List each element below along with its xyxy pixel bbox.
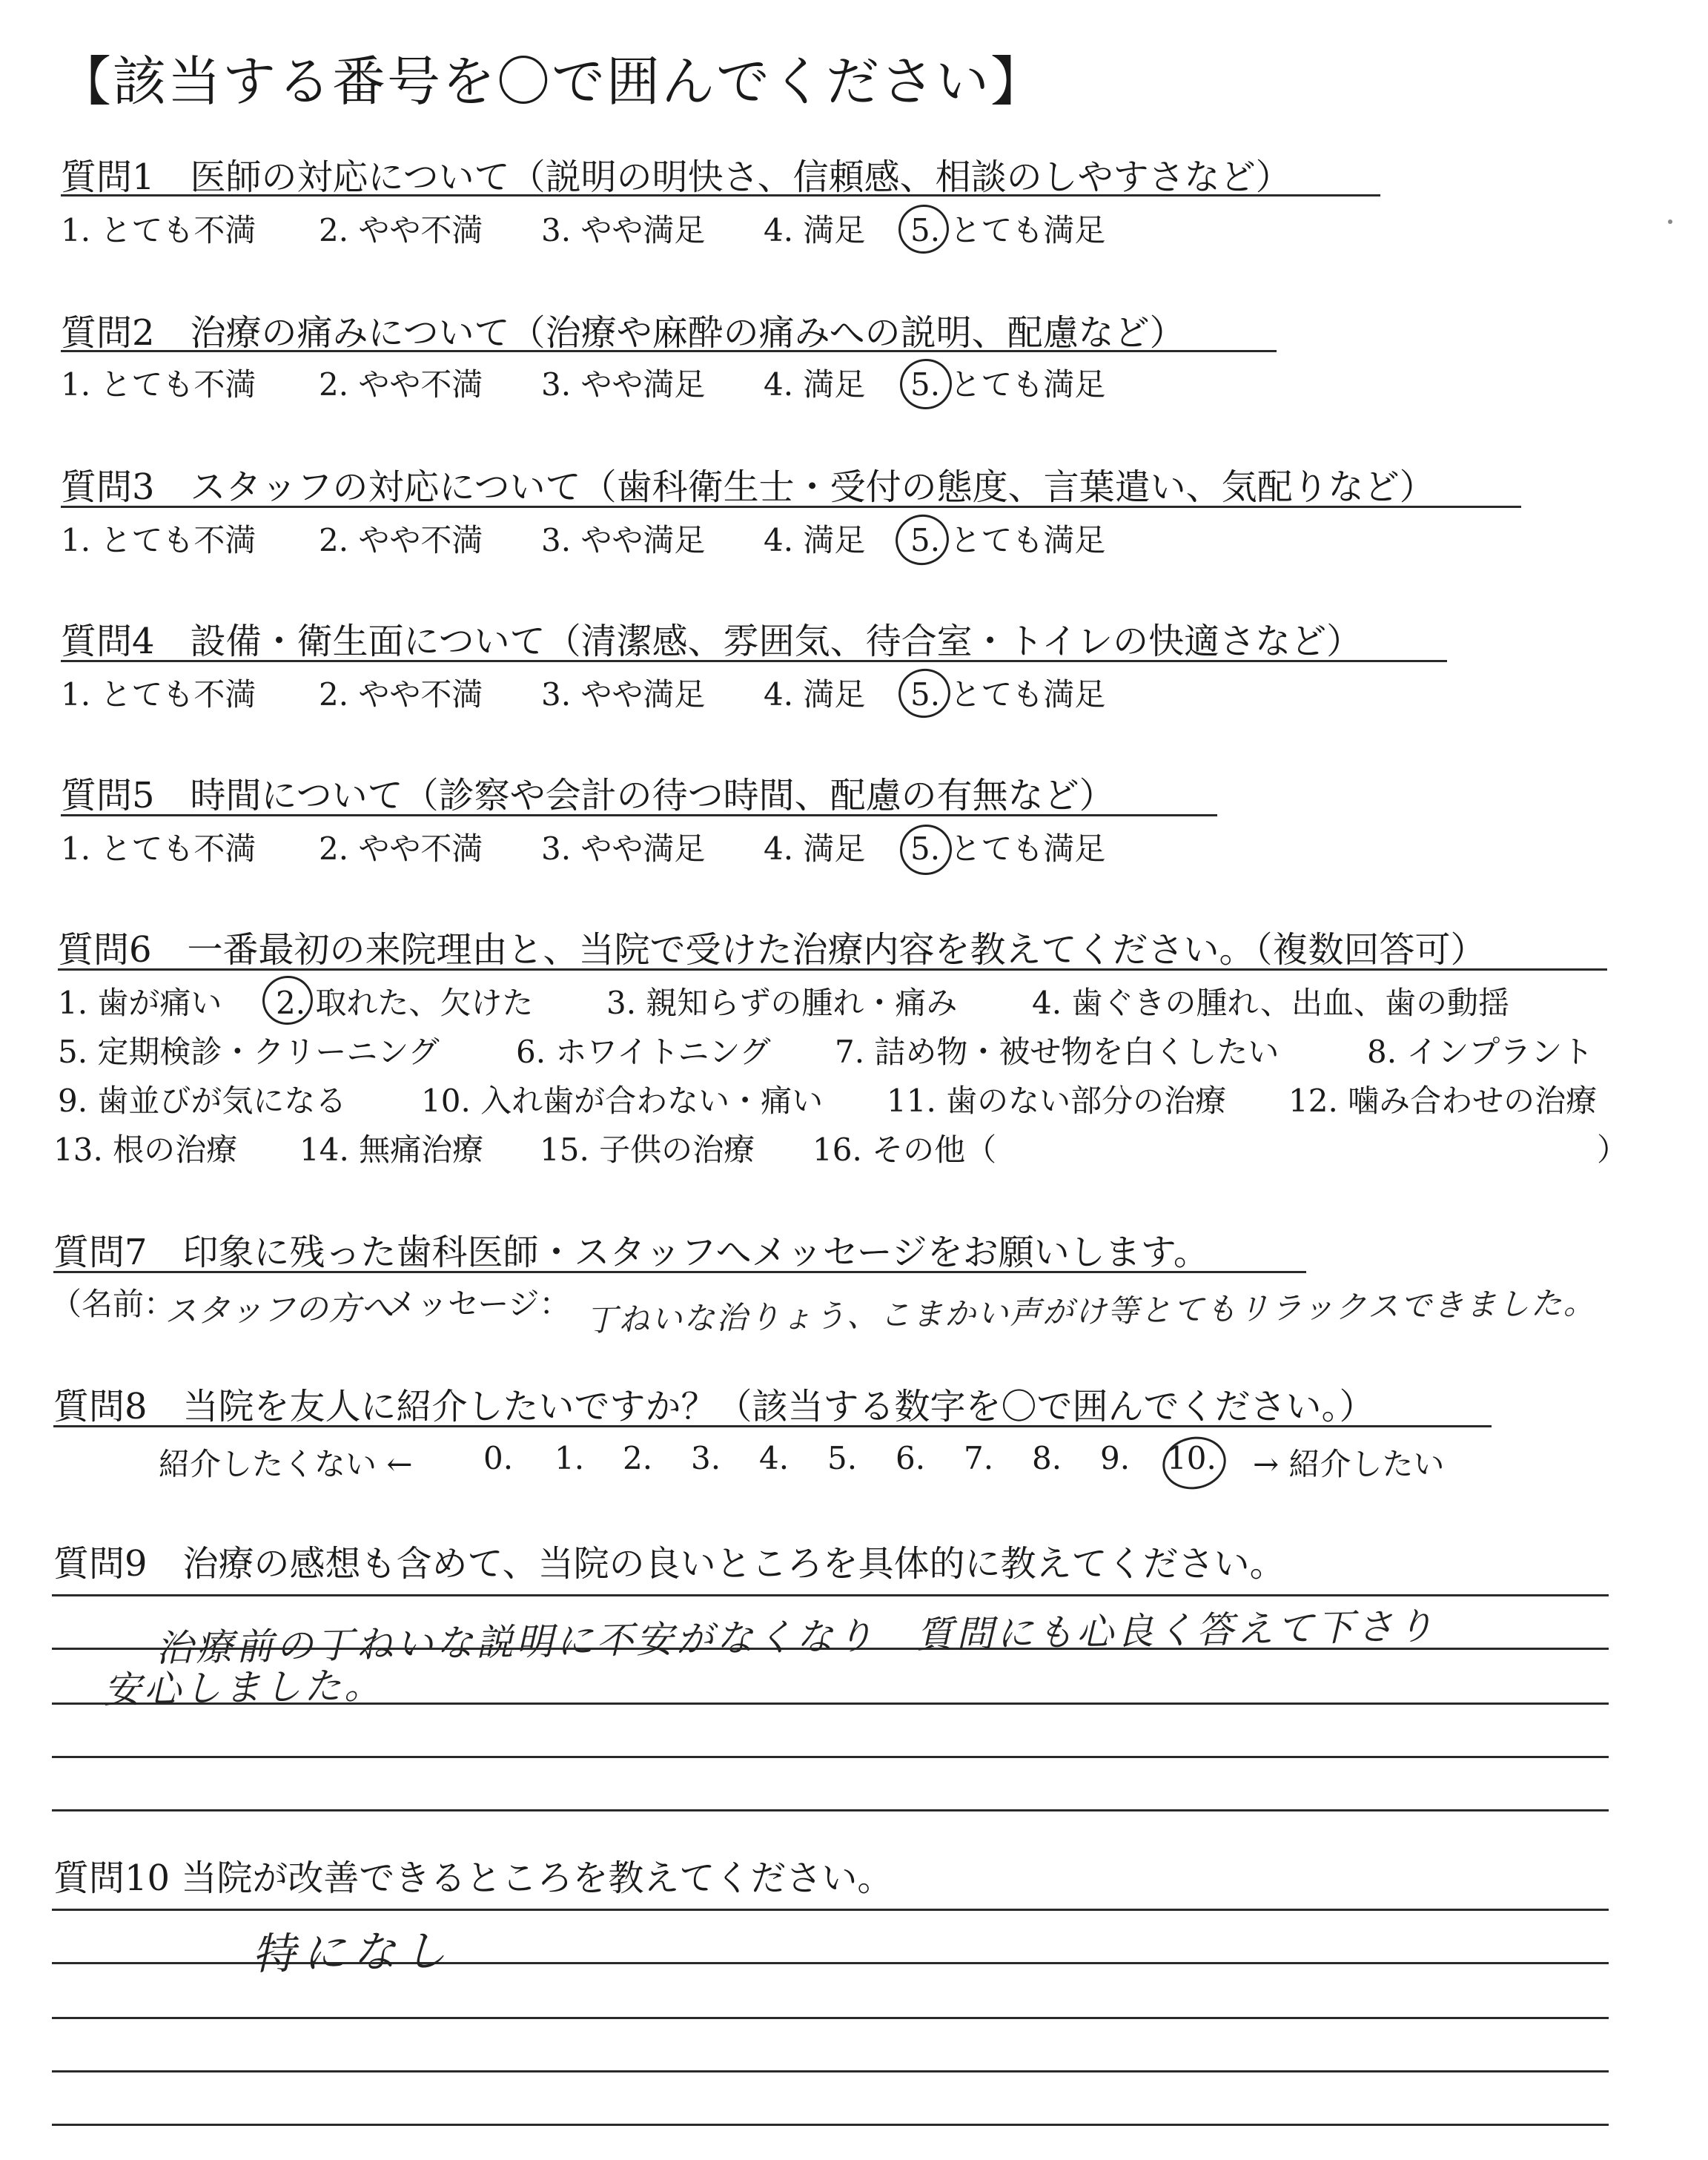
q8-scale-7[interactable]: 7. — [964, 1440, 994, 1476]
q6-option-13[interactable]: 13. 根の治療 — [53, 1132, 238, 1168]
q6-option-16-close: ） — [1597, 1132, 1629, 1168]
q8-scale-3[interactable]: 3. — [691, 1440, 721, 1476]
q6-option-8[interactable]: 8. インプラント — [1367, 1034, 1594, 1070]
q5-option-1[interactable]: 1. とても不満 — [61, 830, 256, 867]
q1-option-3[interactable]: 3. やや満足 — [541, 212, 706, 248]
q2-option-5[interactable]: 5. とても満足 — [910, 366, 1106, 403]
q3-option-2[interactable]: 2. やや不満 — [319, 522, 483, 558]
q3-option-5[interactable]: 5. とても満足 — [910, 522, 1106, 558]
q2-option-2[interactable]: 2. やや不満 — [319, 366, 483, 403]
q8-scale-4[interactable]: 4. — [759, 1440, 790, 1476]
q5-option-2[interactable]: 2. やや不満 — [319, 830, 483, 867]
q6-option-9[interactable]: 9. 歯並びが気になる — [58, 1083, 347, 1119]
q7-underline — [53, 1271, 1306, 1273]
q2-option-3[interactable]: 3. やや満足 — [541, 366, 706, 403]
q8-scale-2[interactable]: 2. — [623, 1440, 653, 1476]
q9-answer-line-1 — [52, 1594, 1609, 1596]
q5-option-5[interactable]: 5. とても満足 — [910, 830, 1106, 867]
q10-answer-line-3 — [52, 2017, 1609, 2019]
q2-title: 質問2 治療の痛みについて（治療や麻酔の痛みへの説明、配慮など） — [61, 312, 1185, 354]
scan-speck — [1668, 219, 1672, 224]
q4-option-3[interactable]: 3. やや満足 — [541, 676, 706, 713]
q10-answer-line-4 — [52, 2070, 1609, 2073]
q6-option-4[interactable]: 4. 歯ぐきの腫れ、出血、歯の動揺 — [1032, 985, 1509, 1021]
q8-scale-1[interactable]: 1. — [555, 1440, 585, 1476]
q6-option-5[interactable]: 5. 定期検診・クリーニング — [58, 1034, 440, 1070]
q2-underline — [61, 350, 1277, 352]
q7-message-label: メッセージ： — [385, 1286, 571, 1322]
q8-scale-0[interactable]: 0. — [483, 1440, 514, 1476]
q1-option-2[interactable]: 2. やや不満 — [319, 212, 483, 248]
q4-option-1[interactable]: 1. とても不満 — [61, 676, 256, 713]
q7-message-handwritten: 丁ねいな治りょう、こまかい声がけ等とてもリラックスできました。 — [585, 1284, 1597, 1338]
q6-option-14[interactable]: 14. 無痛治療 — [299, 1132, 484, 1168]
q7-name-handwritten: スタッフの方へ — [164, 1289, 394, 1331]
q8-title: 質問8 当院を友人に紹介したいですか？（該当する数字を〇で囲んでください。） — [53, 1386, 1375, 1427]
q8-scale-10[interactable]: 10. — [1167, 1440, 1217, 1476]
q6-option-3[interactable]: 3. 親知らずの腫れ・痛み — [606, 985, 958, 1021]
q3-title: 質問3 スタッフの対応について（歯科衛生士・受付の態度、言葉遣い、気配りなど） — [61, 466, 1435, 508]
q8-scale-8[interactable]: 8. — [1032, 1440, 1062, 1476]
q7-name-label: （名前： — [50, 1286, 176, 1322]
q3-option-4[interactable]: 4. 満足 — [764, 522, 866, 558]
q6-option-12[interactable]: 12. 噛み合わせの治療 — [1288, 1083, 1598, 1119]
q6-option-10[interactable]: 10. 入れ歯が合わない・痛い — [421, 1083, 824, 1119]
q2-option-4[interactable]: 4. 満足 — [764, 366, 866, 403]
q8-right-label: → 紹介したい — [1253, 1446, 1445, 1482]
q6-title: 質問6 一番最初の来院理由と、当院で受けた治療内容を教えてください。（複数回答可） — [58, 929, 1486, 971]
q6-option-11[interactable]: 11. 歯のない部分の治療 — [887, 1083, 1227, 1119]
q6-option-2[interactable]: 2. 取れた、欠けた — [276, 985, 534, 1021]
q9-answer-line-4 — [52, 1756, 1609, 1758]
q10-title: 質問10 当院が改善できるところを教えてください。 — [53, 1857, 893, 1899]
q1-option-1[interactable]: 1. とても不満 — [61, 212, 256, 248]
q10-handwritten-answer: 特になし — [251, 1925, 454, 1980]
q6-option-6[interactable]: 6. ホワイトニング — [516, 1034, 771, 1070]
q4-option-2[interactable]: 2. やや不満 — [319, 676, 483, 713]
q1-option-4[interactable]: 4. 満足 — [764, 212, 866, 248]
q8-scale-9[interactable]: 9. — [1100, 1440, 1131, 1476]
q1-underline — [61, 194, 1380, 196]
q8-underline — [53, 1425, 1492, 1427]
q2-option-1[interactable]: 1. とても不満 — [61, 366, 256, 403]
q4-option-4[interactable]: 4. 満足 — [764, 676, 866, 713]
q5-underline — [61, 814, 1217, 816]
q9-handwritten-line-1: 治療前の丁ねいな説明に不安がなくなり 質問にも心良く答えて下さり — [155, 1604, 1437, 1671]
q4-title: 質問4 設備・衛生面について（清潔感、雰囲気、待合室・トイレの快適さなど） — [61, 621, 1363, 662]
q8-left-label: 紹介したくない ← — [159, 1446, 413, 1482]
q3-underline — [61, 506, 1521, 508]
q3-option-1[interactable]: 1. とても不満 — [61, 522, 256, 558]
q6-underline — [58, 968, 1607, 971]
q8-scale-5[interactable]: 5. — [827, 1440, 858, 1476]
q9-title: 質問9 治療の感想も含めて、当院の良いところを具体的に教えてください。 — [53, 1543, 1285, 1585]
q5-title: 質問5 時間について（診察や会計の待つ時間、配慮の有無など） — [61, 775, 1115, 816]
q10-answer-line-1 — [52, 1909, 1609, 1911]
q6-option-16[interactable]: 16. その他（ — [812, 1132, 997, 1168]
q9-answer-line-5 — [52, 1809, 1609, 1811]
q7-title: 質問7 印象に残った歯科医師・スタッフへメッセージをお願いします。 — [53, 1232, 1209, 1273]
q6-option-15[interactable]: 15. 子供の治療 — [540, 1132, 755, 1168]
q6-option-7[interactable]: 7. 詰め物・被せ物を白くしたい — [835, 1034, 1280, 1070]
q5-option-3[interactable]: 3. やや満足 — [541, 830, 706, 867]
q8-scale-6[interactable]: 6. — [896, 1440, 926, 1476]
q1-option-5[interactable]: 5. とても満足 — [910, 212, 1106, 248]
q4-option-5[interactable]: 5. とても満足 — [910, 676, 1106, 713]
q10-answer-line-5 — [52, 2124, 1609, 2126]
q5-option-4[interactable]: 4. 満足 — [764, 830, 866, 867]
page-title: 【該当する番号を〇で囲んでください】 — [58, 50, 1046, 113]
q4-underline — [61, 660, 1447, 662]
q1-title: 質問1 医師の対応について（説明の明快さ、信頼感、相談のしやすさなど） — [61, 156, 1291, 198]
q3-option-3[interactable]: 3. やや満足 — [541, 522, 706, 558]
q6-option-1[interactable]: 1. 歯が痛い — [58, 985, 222, 1021]
q9-handwritten-line-2: 安心しました。 — [103, 1663, 385, 1712]
